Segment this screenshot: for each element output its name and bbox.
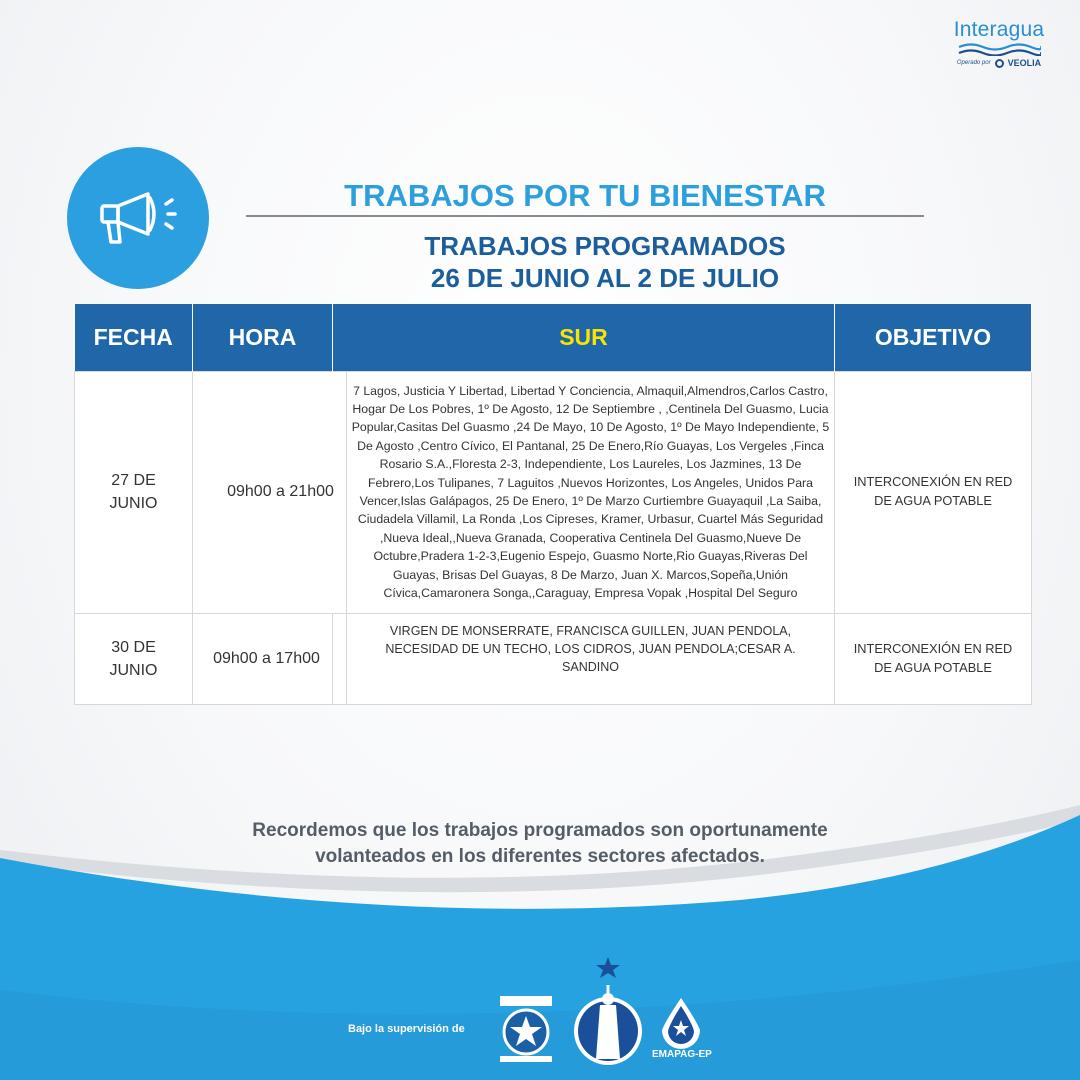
page-title: TRABAJOS POR TU BIENESTAR — [344, 178, 826, 213]
objective-line-2: DE AGUA POTABLE — [874, 493, 992, 508]
operated-by-text: Operado por — [956, 60, 991, 66]
emapag-label: EMAPAG-EP — [652, 1049, 712, 1060]
header-sur: SUR — [333, 304, 835, 371]
water-drop-icon — [656, 996, 706, 1054]
objective-line-1: INTERCONEXIÓN EN RED — [853, 640, 1013, 656]
guayaquil-emblem-icon — [570, 955, 646, 1067]
notice-line-1: Recordemos que los trabajos programados son oportunamente — [252, 820, 828, 841]
header-fecha: FECHA — [75, 304, 193, 371]
date-line-2: JUNIO — [109, 661, 158, 679]
objective-line-2: DE AGUA POTABLE — [874, 659, 992, 675]
veolia-text: VEOLIA — [1007, 58, 1042, 68]
header-objetivo: OBJETIVO — [835, 304, 1032, 371]
date-line-2: JUNIO — [109, 495, 158, 512]
subtitle-line-1: TRABAJOS PROGRAMADOS — [424, 231, 786, 261]
date-line-1: 30 DE — [111, 638, 156, 656]
municipality-seal-icon — [494, 994, 558, 1066]
subtitle-line-2: 26 DE JUNIO AL 2 DE JULIO — [430, 263, 780, 293]
sectors-cell: 7 Lagos, Justicia Y Libertad, Libertad Y Conciencia, Almaquil,Almendros,Carlos Castro, Hogar De Los Pobres, 1º De Agosto, 12 De Septiembre , ,Centinela Del Guasmo, Lucia Popular,Casitas Del Guasmo ,24 De Mayo, 10 De Agosto, 1º De Mayo Independiente, 5 De Agosto ,Centro Cívico, El Pantanal, 25 De Enero,Río Guayas, Los Vergeles ,Finca Rosario S.A.,Floresta 2-3, Independiente, Los Laureles, Los Jazmines, 13 De Febrero,Los Tulipanes, 7 Laguitos ,Nuevos Horizontes, Los Angeles, Unidos Para Vencer,Islas Galápagos, 25 De Enero, 1º De Marzo Curtiembre Guayaquil ,La Saiba, Ciudadela Villamil, La Ronda ,Los Cipreses, Kramer, Urbasur, Cuartel Más Seguridad ,Nueva Ideal,,Nueva Granada, Cooperativa Centinela Del Guasmo,Nueve De Octubre,Pradera 1-2-3,Eugenio Espejo, Guasmo Norte,Rio Guayas,Riveras Del Guayas, Brisas Del Guayas, 8 De Marzo, Juan X. Marcos,Sopeña,Unión Cívica,Camaronera Songa,,Caraguay, Empresa Vopak ,Hospital Del Seguro — [347, 371, 835, 613]
hour-cell: 09h00 a 17h00 — [193, 613, 333, 704]
objective-line-1: INTERCONEXIÓN EN RED — [853, 474, 1013, 490]
date-line-1: 27 DE — [111, 472, 156, 489]
sectors-cell: VIRGEN DE MONSERRATE, FRANCISCA GUILLEN, JUAN PENDOLA, NECESIDAD DE UN TECHO, LOS CIDROS, JUAN PENDOLA;CESAR A. SANDINO — [347, 613, 835, 704]
header-hora: HORA — [193, 304, 333, 371]
notice-line-2: volanteados en los diferentes sectores afectados. — [315, 846, 765, 867]
brand-name: Interagua — [953, 18, 1045, 41]
supervision-label: Bajo la supervisión de — [348, 1023, 465, 1035]
hour-cell: 09h00 a 21h00 — [193, 371, 347, 613]
notice-text — [160, 818, 920, 870]
